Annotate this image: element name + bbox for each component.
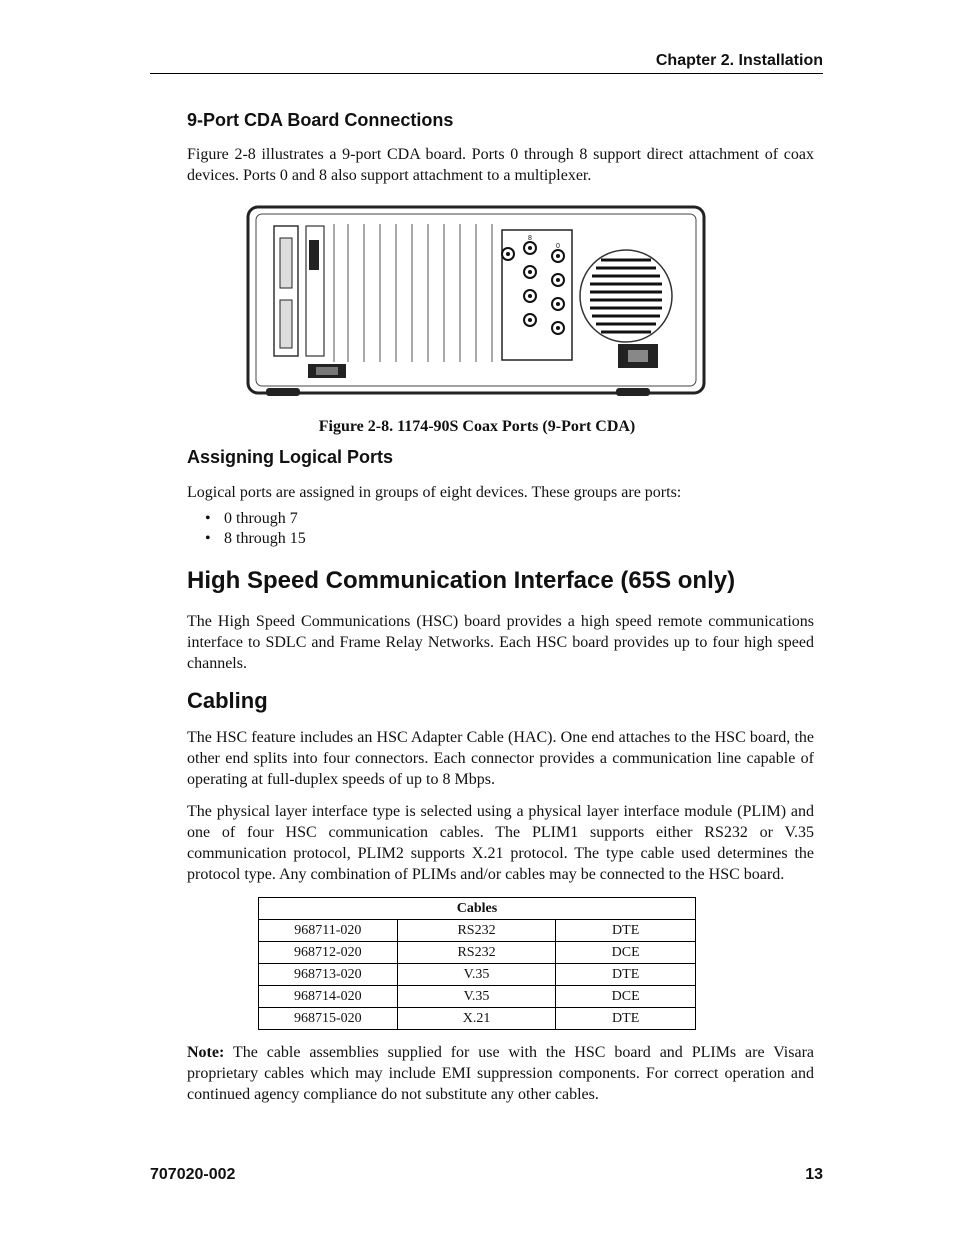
note-text: The cable assemblies supplied for use with the HSC board and PLIMs are Visara proprietary cables which may include EMI suppression components. For correct operation and continued agency compliance do not substitute any other cables. — [187, 1044, 814, 1103]
document-number: 707020-002 — [150, 1166, 236, 1183]
protocol-cell: RS232 — [397, 942, 556, 964]
table-row — [259, 920, 696, 942]
table-row — [259, 964, 696, 986]
bullet-glyph: • — [205, 510, 211, 527]
table-row — [259, 986, 696, 1008]
table-row — [259, 1008, 696, 1030]
section-heading-cabling: Cabling — [187, 688, 268, 713]
cabling-paragraph-2: The physical layer interface type is selected using a physical layer interface module (PLIM) and one of four HSC communication cables. The PLIM1 supports either RS232 or V.35 communication protocol, PLIM2 supports X.21 protocol. The type cable used determines the protocol type. Any combination of PLIMs and/or cables may be connected to the HSC board. — [187, 803, 814, 883]
bullet-glyph: • — [205, 530, 211, 547]
type-cell: DTE — [556, 1008, 696, 1030]
type-cell: DTE — [556, 920, 696, 942]
part-number-cell: 968712-020 — [259, 942, 398, 964]
protocol-cell: V.35 — [397, 964, 556, 986]
part-number-cell: 968715-020 — [259, 1008, 398, 1030]
part-number-cell: 968713-020 — [259, 964, 398, 986]
port-label: 0 — [556, 243, 560, 250]
type-cell: DCE — [556, 942, 696, 964]
page-number: 13 — [805, 1166, 823, 1183]
section-heading-hsc: High Speed Communication Interface (65S only) — [187, 567, 736, 594]
hsc-paragraph: The High Speed Communications (HSC) board provides a high speed remote communications interface to SDLC and Frame Relay Networks. Each HSC board provides up to four high speed channels. — [187, 613, 814, 672]
figure-caption: Figure 2-8. 1174-90S Coax Ports (9-Port CDA) — [318, 418, 636, 435]
port-group-list — [187, 509, 587, 549]
table-row — [259, 942, 696, 964]
foot — [266, 388, 300, 396]
list-item — [187, 509, 587, 529]
part-number-cell: 968711-020 — [259, 920, 398, 942]
note-label: Note: — [187, 1044, 225, 1061]
part-number-cell: 968714-020 — [259, 986, 398, 1008]
figure-coax-ports — [246, 204, 708, 400]
rear-panel-illustration — [246, 204, 708, 400]
protocol-cell: V.35 — [397, 986, 556, 1008]
header-rule — [150, 73, 823, 74]
logical-ports-paragraph: Logical ports are assigned in groups of eight devices. These groups are ports: — [187, 484, 682, 501]
section-heading-cda: 9-Port CDA Board Connections — [187, 110, 454, 130]
list-item-text: 8 through 15 — [224, 530, 306, 547]
list-item — [187, 529, 587, 549]
cabling-paragraph-1: The HSC feature includes an HSC Adapter Cable (HAC). One end attaches to the HSC board, the other end splits into four connectors. Each connector provides a communication line capable of operating at full-duplex speeds of up to 8 Mbps. — [187, 729, 814, 788]
type-cell: DCE — [556, 986, 696, 1008]
port-label: 8 — [528, 235, 532, 242]
section-heading-logical-ports: Assigning Logical Ports — [187, 447, 394, 467]
protocol-cell: RS232 — [397, 920, 556, 942]
cda-paragraph: Figure 2-8 illustrates a 9-port CDA board. Ports 0 through 8 support direct attachment of coax devices. Ports 0 and 8 also support attachment to a multiplexer. — [187, 146, 814, 184]
note-paragraph — [187, 1042, 814, 1105]
running-header: Chapter 2. Installation — [655, 52, 823, 69]
type-cell: DTE — [556, 964, 696, 986]
protocol-cell: X.21 — [397, 1008, 556, 1030]
foot — [616, 388, 650, 396]
cables-table — [258, 897, 696, 1030]
list-item-text: 0 through 7 — [224, 510, 298, 527]
table-header: Cables — [259, 898, 696, 920]
